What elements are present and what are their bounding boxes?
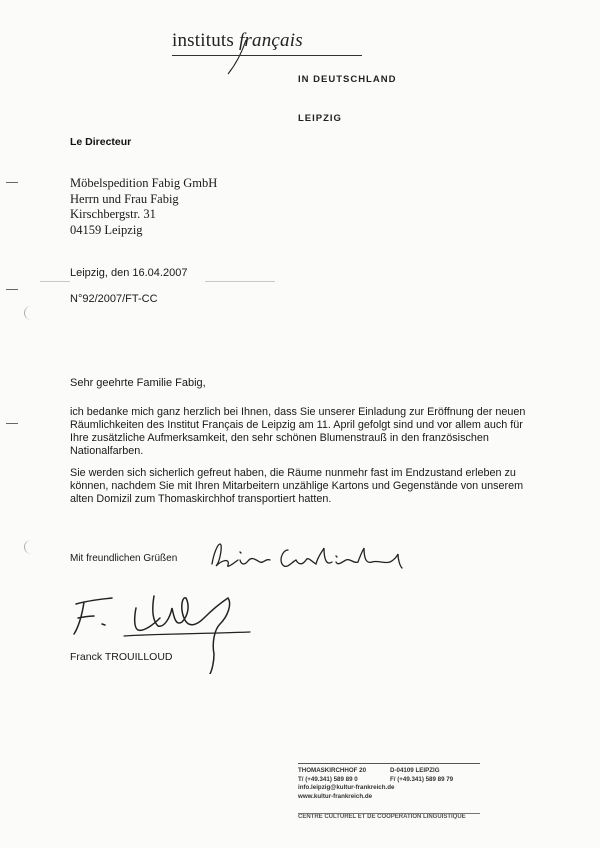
address-line: Möbelspedition Fabig GmbH	[70, 176, 218, 190]
sender-name: Franck TROUILLOUD	[70, 651, 173, 663]
footer-phone: T/ (+49.341) 589 89 0	[298, 775, 358, 783]
logo-word-instituts: instituts	[172, 30, 234, 51]
logo-word-francais: français	[238, 30, 303, 51]
logo-underline	[172, 55, 362, 56]
body-paragraph: ich bedanke mich ganz herzlich bei Ihnen, dass Sie unserer Einladung zur Eröffnung der neuen Räumlichkeiten des Institut Français de Leipzig am 11. April gefolgt sind und vor allem auch für Ihre zusätzliche Aufmerksamkeit, den sehr schönen Blumenstrauß in den französischen Nationalfarben.	[70, 406, 526, 457]
address-line: Herrn und Frau Fabig	[70, 191, 179, 206]
footer-web: www.kultur-frankreich.de	[298, 792, 373, 800]
address-line: Kirschbergstr. 31	[70, 207, 156, 221]
footer-cut-off-text: CENTRE CULTUREL ET DE COOPÉRATION LINGUISTIQUE	[298, 814, 466, 819]
closing: Mit freundlichen Grüßen	[70, 553, 178, 564]
footer-address: THOMASKIRCHHOF 20	[298, 767, 367, 774]
reference-number: N°92/2007/FT-CC	[70, 293, 158, 305]
punch-hole-mark	[24, 540, 39, 554]
handwritten-closing	[208, 538, 418, 574]
logo-stroke-icon	[220, 38, 260, 78]
scan-artifact	[40, 281, 70, 282]
letter-date: Leipzig, den 16.04.2007	[70, 267, 188, 279]
margin-tick	[6, 182, 18, 183]
margin-tick	[6, 289, 18, 290]
footer-email: info.leipzig@kultur-frankreich.de	[298, 784, 395, 792]
recipient-address	[70, 176, 217, 238]
letterhead-country: IN DEUTSCHLAND	[298, 74, 397, 85]
sender-title: Le Directeur	[70, 136, 132, 148]
footer-divider	[298, 763, 480, 764]
margin-tick	[6, 423, 18, 424]
scan-artifact	[205, 281, 275, 282]
punch-hole-mark	[24, 306, 39, 320]
letterhead-city: LEIPZIG	[298, 113, 342, 124]
address-line: 04159 Leipzig	[70, 222, 143, 237]
footer-contact	[298, 767, 498, 801]
footer-fax: F/ (+49.341) 589 89 79	[390, 775, 454, 783]
footer-postcode: D-04109 LEIPZIG	[390, 767, 440, 774]
salutation: Sehr geehrte Familie Fabig,	[70, 377, 206, 389]
body-paragraph: Sie werden sich sicherlich gefreut haben, die Räume nunmehr fast im Endzustand erleben zu können, nachdem Sie mit Ihren Mitarbeitern unzählige Kartons und Gegenstände von unserem alten Domizil zum Thomaskirchhof transportiert hatten.	[70, 467, 524, 505]
